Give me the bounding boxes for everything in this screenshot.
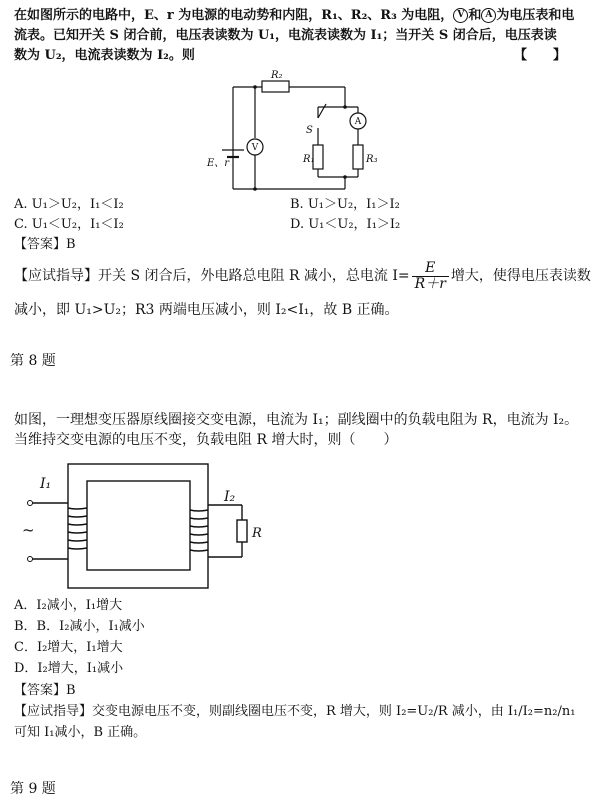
- ac-source-symbol: ~: [22, 521, 35, 539]
- q7-stem-and: 和: [468, 8, 482, 23]
- label-r2: R₂: [271, 70, 283, 81]
- q7-stem-line-3: 数为 U₂，电流表读数为 I₂。则: [14, 48, 195, 63]
- q8-option-a: A．I₂减小，I₁增大: [14, 598, 123, 613]
- q7-guide-line-2: 减小，即 U₁>U₂；R3 两端电压减小，则 I₂<I₁，故 B 正确。: [14, 302, 399, 318]
- fraction-denominator: R＋r: [414, 275, 446, 292]
- q8-option-d: D．I₂增大，I₁减小: [14, 661, 124, 676]
- q7-stem-line-2: 流表。已知开关 S 闭合前，电压表读数为 U₁，电流表读数为 I₁；当开关 S 闭合后，电压表读: [14, 28, 557, 43]
- q7-answer-bracket: 【 】: [514, 48, 567, 63]
- q9-heading: 第 9 题: [10, 781, 56, 797]
- q8-guide-line-2: 可知 I₁减小，B 正确。: [14, 725, 147, 740]
- label-er: E、r: [207, 158, 230, 169]
- primary-coil: [68, 508, 87, 549]
- q7-guide-text-b: 增大，使得电压表读数: [450, 268, 591, 284]
- q7-option-c: C. U₁＜U₂，I₁＜I₂: [14, 217, 124, 232]
- label-r: R: [252, 526, 262, 541]
- q7-answer: 【答案】B: [14, 237, 76, 252]
- load-resistor: [237, 520, 247, 542]
- q8-answer: 【答案】B: [14, 683, 76, 698]
- q8-option-c: C．I₂增大，I₁增大: [14, 640, 123, 655]
- voltmeter-symbol: V: [453, 8, 468, 23]
- q8-heading: 第 8 题: [10, 353, 56, 369]
- terminal: [28, 501, 33, 506]
- label-a: A: [354, 117, 362, 127]
- label-v: V: [251, 143, 259, 153]
- q7-option-b: B. U₁＞U₂，I₁＞I₂: [290, 197, 400, 212]
- transformer-core-inner: [87, 481, 190, 570]
- q8-stem-line-1: 如图，一理想变压器原线圈接交变电源，电流为 I₁；副线圈中的负载电阻为 R，电流为 I₂。: [14, 412, 579, 428]
- q7-guide-text-a: 【应试指导】开关 S 闭合后，外电路总电阻 R 减小，总电流 I=: [14, 268, 410, 284]
- q8-guide-line-1: 【应试指导】交变电源电压不变，则副线圈电压不变，R 增大，则 I₂=U₂/R 减小，由 I₁/I₂=n₂/n₁: [14, 704, 576, 719]
- label-r3: R₃: [366, 154, 378, 165]
- q7-stem-text: 在如图所示的电路中，E、r 为电源的电动势和内阻，R₁、R₂、R₃ 为电阻，: [14, 8, 454, 23]
- ammeter-symbol: A: [481, 8, 496, 23]
- label-s: S: [306, 125, 313, 136]
- q7-stem-text-c: 为电压表和电: [496, 8, 575, 23]
- q8-stem-line-2: 当维持交变电源的电压不变，负载电阻 R 增大时，则（ ）: [14, 432, 398, 448]
- q7-option-d: D. U₁＜U₂，I₁＞I₂: [290, 217, 401, 232]
- label-r1: R₁: [303, 154, 315, 165]
- q8-option-b: B．B．I₂减小，I₁减小: [14, 619, 145, 634]
- q7-option-a: A. U₁＞U₂，I₁＜I₂: [14, 197, 124, 212]
- fraction-numerator: E: [412, 261, 449, 277]
- label-i1: I₁: [40, 476, 52, 492]
- label-i2: I₂: [224, 489, 236, 505]
- terminal: [28, 557, 33, 562]
- secondary-coil: [190, 510, 208, 551]
